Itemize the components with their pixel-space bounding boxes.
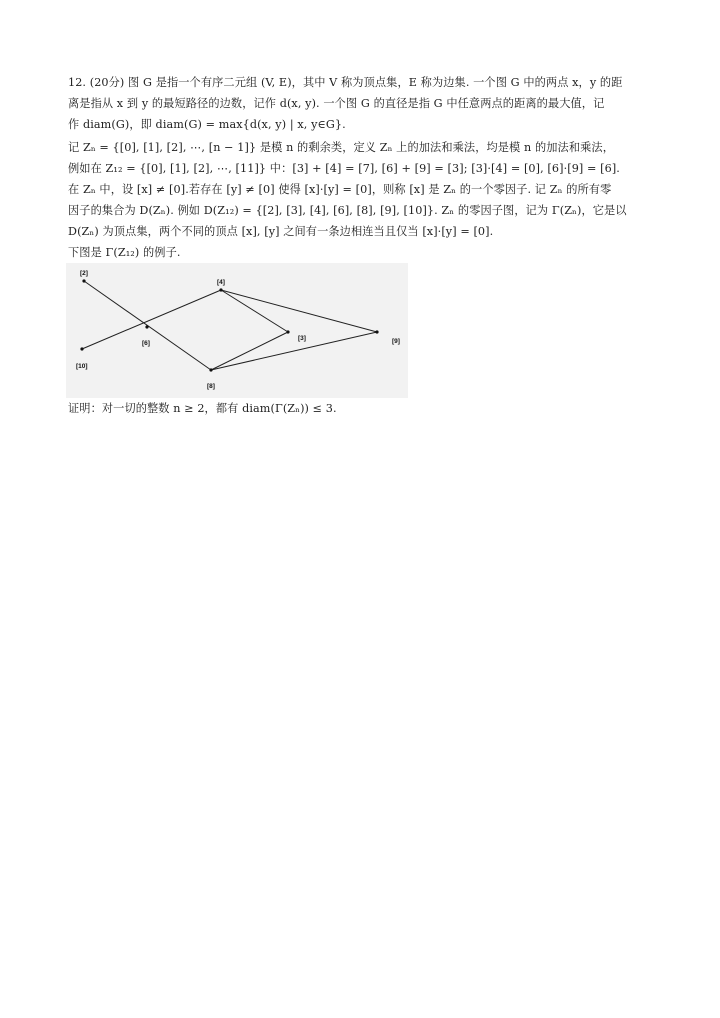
text-line: D(Zₙ) 为顶点集，两个不同的顶点 [x], [y] 之间有一条边相连当且仅当 [x]·[y] = [0].: [68, 225, 494, 238]
proof-statement: [68, 398, 653, 419]
figure-caption: [68, 242, 653, 263]
zero-divisor-graph-figure: [66, 263, 408, 398]
caption-text: 下图是 Γ(Z₁₂) 的例子.: [68, 246, 181, 259]
zero-divisor-paragraph: [68, 179, 653, 242]
text-line: 例如在 Z₁₂ = {[0], [1], [2], ⋯, [11]} 中：[3] + [4] = [7], [6] + [9] = [3]; [3]·[4] = [0], [6]·[9] = [6].: [68, 162, 620, 175]
text-line: 记 Zₙ = {[0], [1], [2], ⋯, [n − 1]} 是模 n 的剩余类，定义 Zₙ 上的加法和乘法，均是模 n 的加法和乘法，: [68, 141, 614, 154]
text-line: 离是指从 x 到 y 的最短路径的边数，记作 d(x, y). 一个图 G 的直径是指 G 中任意两点的距离的最大值，记: [68, 97, 605, 110]
text-line: 因子的集合为 D(Zₙ). 例如 D(Z₁₂) = {[2], [3], [4], [6], [8], [9], [10]}. Zₙ 的零因子图，记为 Γ(Zₙ)，它是以: [68, 204, 627, 217]
vertex-4: [219, 288, 222, 291]
definition-paragraph: [68, 137, 653, 179]
vertex-2: [82, 279, 85, 282]
vertex-label-9: [9]: [392, 338, 400, 345]
vertex-3: [286, 330, 289, 333]
edge-4-3: [221, 290, 288, 332]
vertex-label-10: [10]: [76, 363, 88, 370]
vertex-6: [145, 325, 148, 328]
vertex-10: [80, 347, 83, 350]
graph-svg: [66, 263, 408, 398]
text-line: 12. (20分) 图 G 是指一个有序二元组 (V, E)，其中 V 称为顶点集，E 称为边集. 一个图 G 中的两点 x，y 的距: [68, 76, 623, 89]
edge-10-4: [82, 290, 221, 349]
vertex-label-3: [3]: [298, 335, 306, 342]
edge-8-3: [211, 332, 288, 370]
text-line: 作 diam(G)，即 diam(G) = max{d(x, y) | x, y∈G}.: [68, 118, 346, 131]
vertex-label-8: [8]: [207, 383, 215, 390]
vertex-label-6: [6]: [142, 340, 150, 347]
vertex-8: [209, 368, 212, 371]
edge-4-9: [221, 290, 377, 332]
text-line: 在 Zₙ 中，设 [x] ≠ [0].若存在 [y] ≠ [0] 使得 [x]·[y] = [0]，则称 [x] 是 Zₙ 的一个零因子. 记 Zₙ 的所有零: [68, 183, 612, 196]
vertex-label-4: [4]: [217, 279, 225, 286]
proof-text: 证明：对一切的整数 n ≥ 2，都有 diam(Γ(Zₙ)) ≤ 3.: [68, 402, 337, 415]
vertex-label-2: [2]: [80, 270, 88, 277]
vertex-9: [375, 330, 378, 333]
problem-intro: [68, 72, 653, 135]
edge-8-9: [211, 332, 377, 370]
